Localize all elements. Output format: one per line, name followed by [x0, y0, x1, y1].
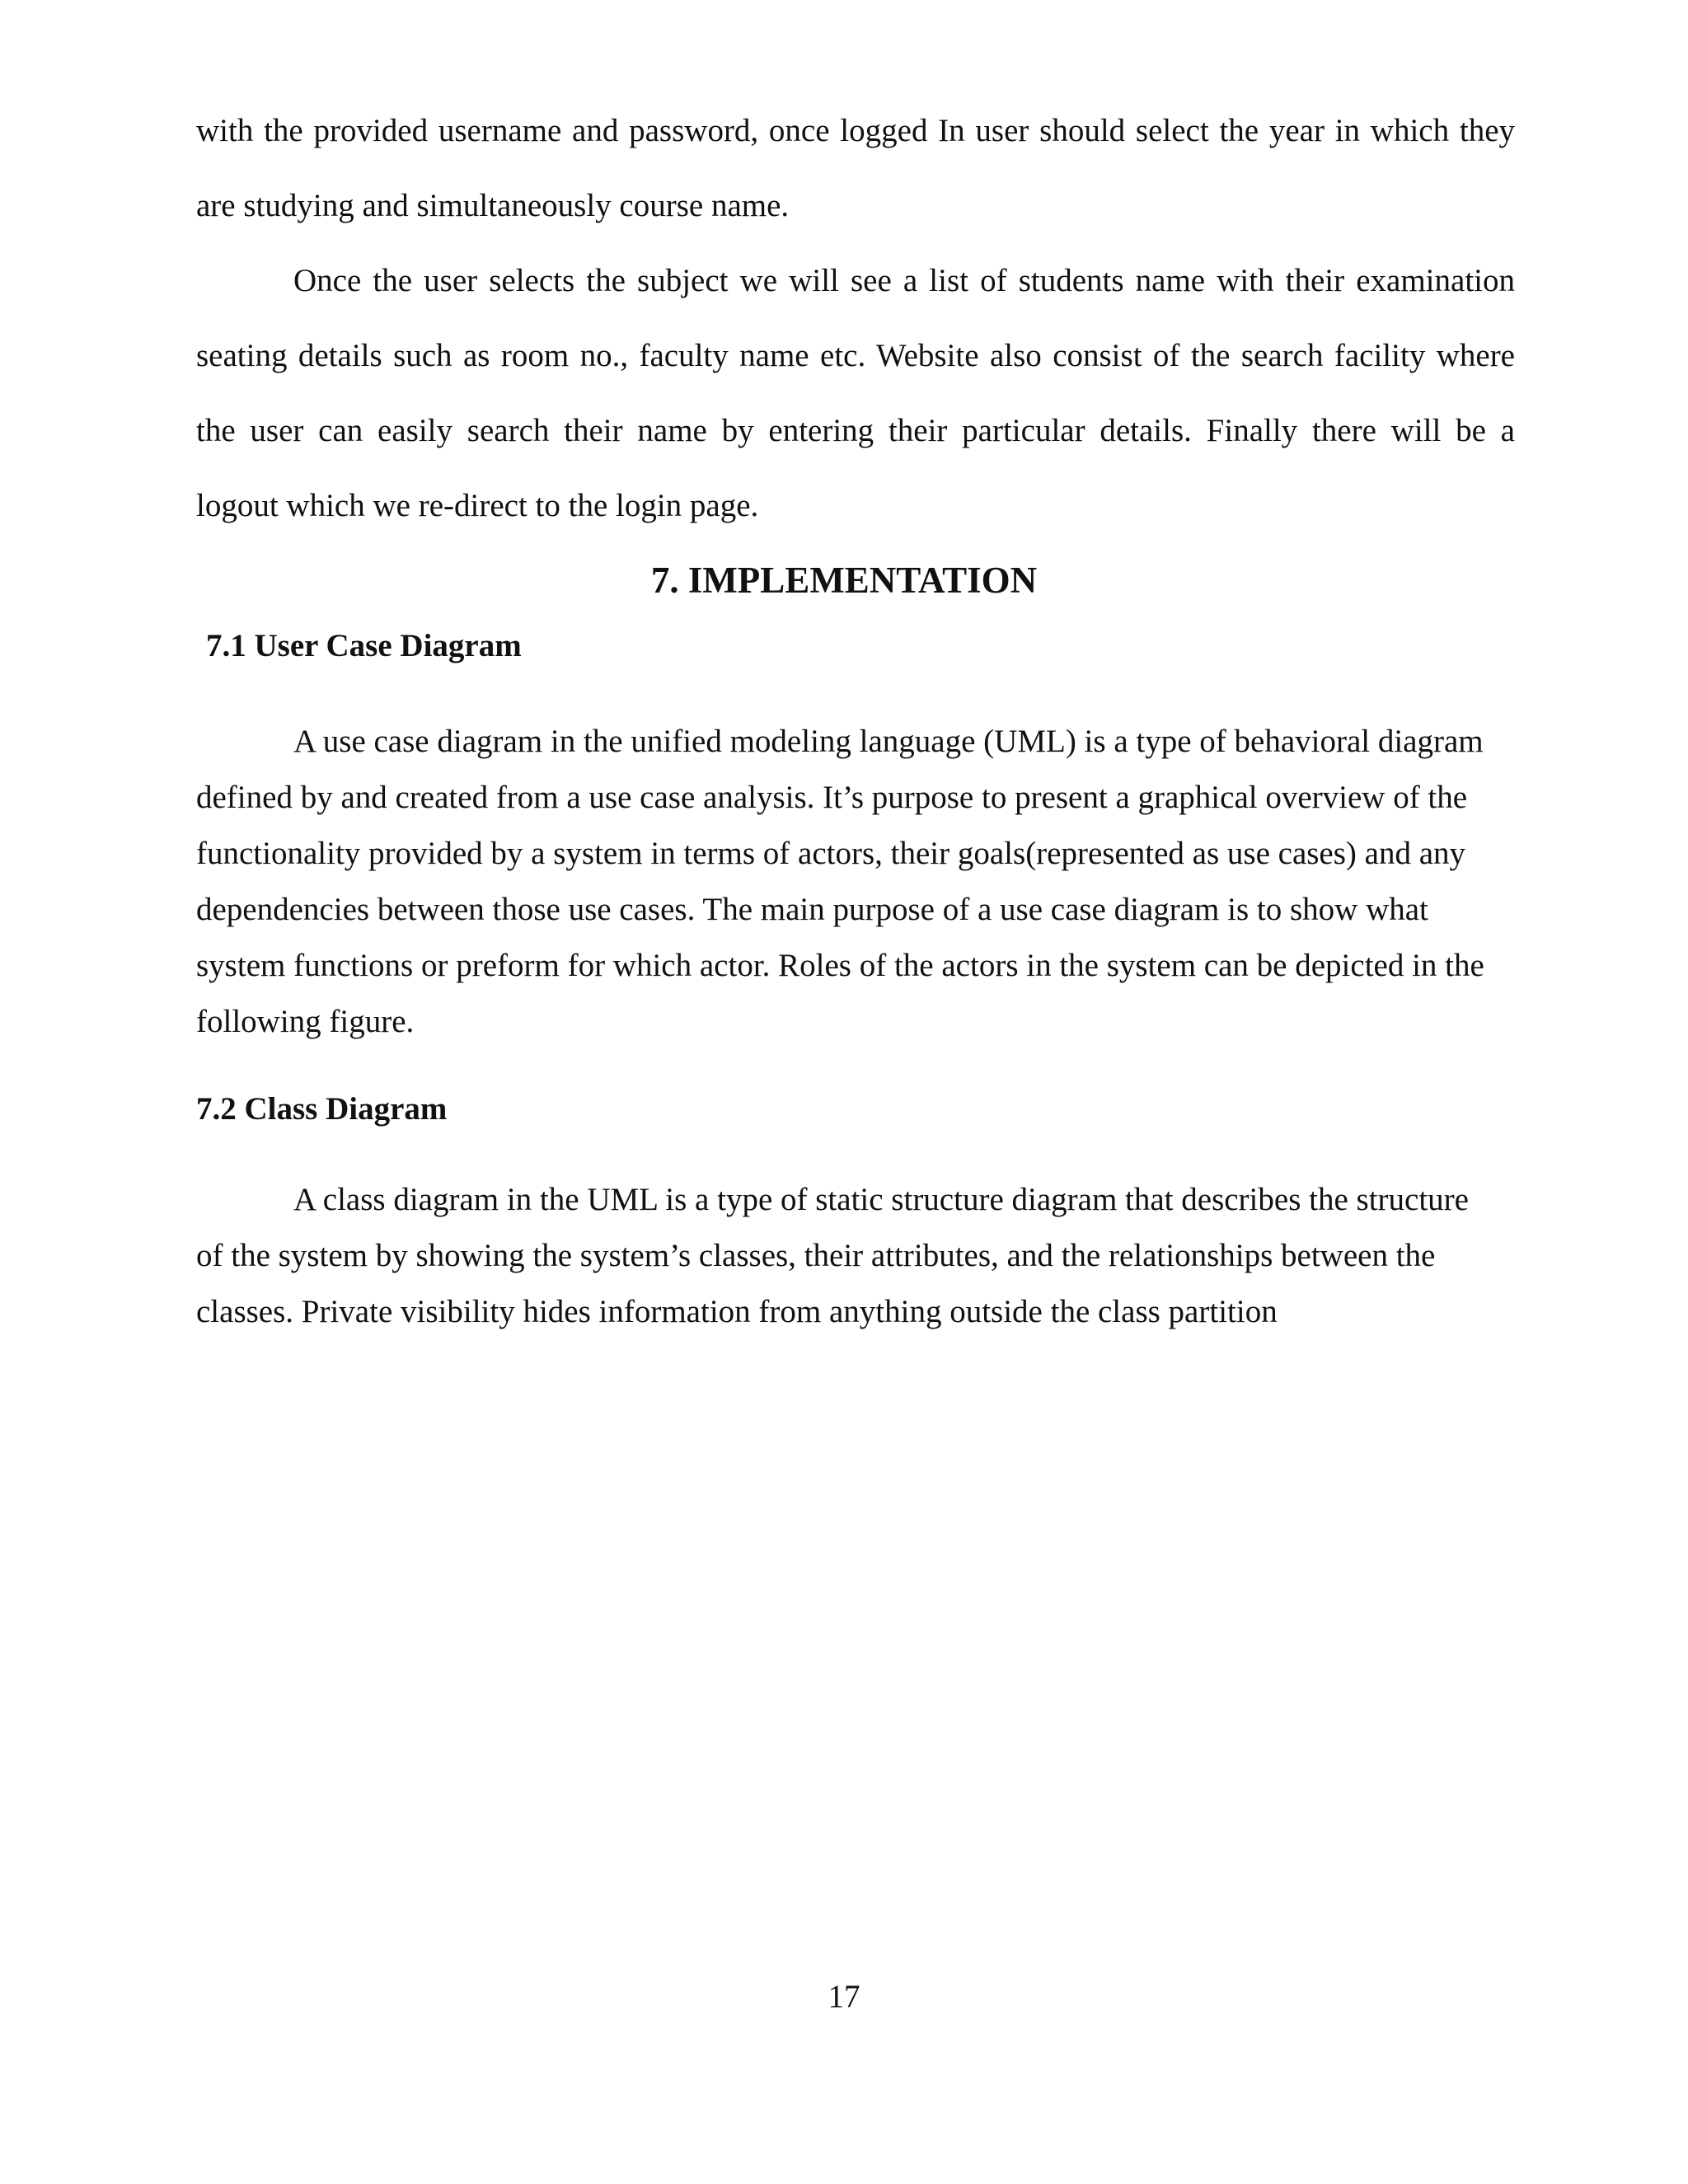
text-line: dependencies between those use cases. The main purpose of a use case diagram is to show what [196, 892, 1428, 927]
text-line: system functions or preform for which actor. Roles of the actors in the system can be depicted in the [196, 948, 1484, 983]
text-line: with the provided username and password, once logged In user should select the year in which they [196, 113, 1515, 148]
text-line: of the system by showing the system’s classes, their attributes, and the relationships between the [196, 1238, 1436, 1273]
text-line: A use case diagram in the unified modeling language (UML) is a type of behavioral diagram [293, 724, 1484, 759]
text-line: are studying and simultaneously course name. [196, 188, 790, 223]
section-7-1-paragraph [196, 714, 1507, 1050]
section-7-2-paragraph [196, 1172, 1507, 1340]
text-line: functionality provided by a system in terms of actors, their goals(represented as use cases) and any [196, 836, 1466, 871]
text-line: following figure. [196, 1004, 415, 1039]
text-line: A class diagram in the UML is a type of static structure diagram that describes the structure [293, 1182, 1469, 1217]
section-heading-7-2: 7.2 Class Diagram [196, 1091, 448, 1127]
chapter-title: 7. IMPLEMENTATION [650, 560, 1038, 601]
page-number: 17 [828, 1979, 860, 2014]
text-line: seating details such as room no., faculty name etc. Website also consist of the search facility where [196, 338, 1515, 373]
text-line: defined by and created from a use case analysis. It’s purpose to present a graphical overview of the [196, 780, 1468, 815]
second-paragraph [196, 243, 1515, 543]
intro-paragraph [196, 93, 1515, 243]
section-heading-7-1: 7.1 User Case Diagram [206, 628, 522, 663]
text-line: the user can easily search their name by entering their particular details. Finally there will be a [196, 413, 1515, 448]
text-line: logout which we re-direct to the login page. [196, 488, 759, 523]
text-line: Once the user selects the subject we will see a list of students name with their examination [293, 263, 1515, 298]
text-line: classes. Private visibility hides information from anything outside the class partition [196, 1294, 1278, 1329]
